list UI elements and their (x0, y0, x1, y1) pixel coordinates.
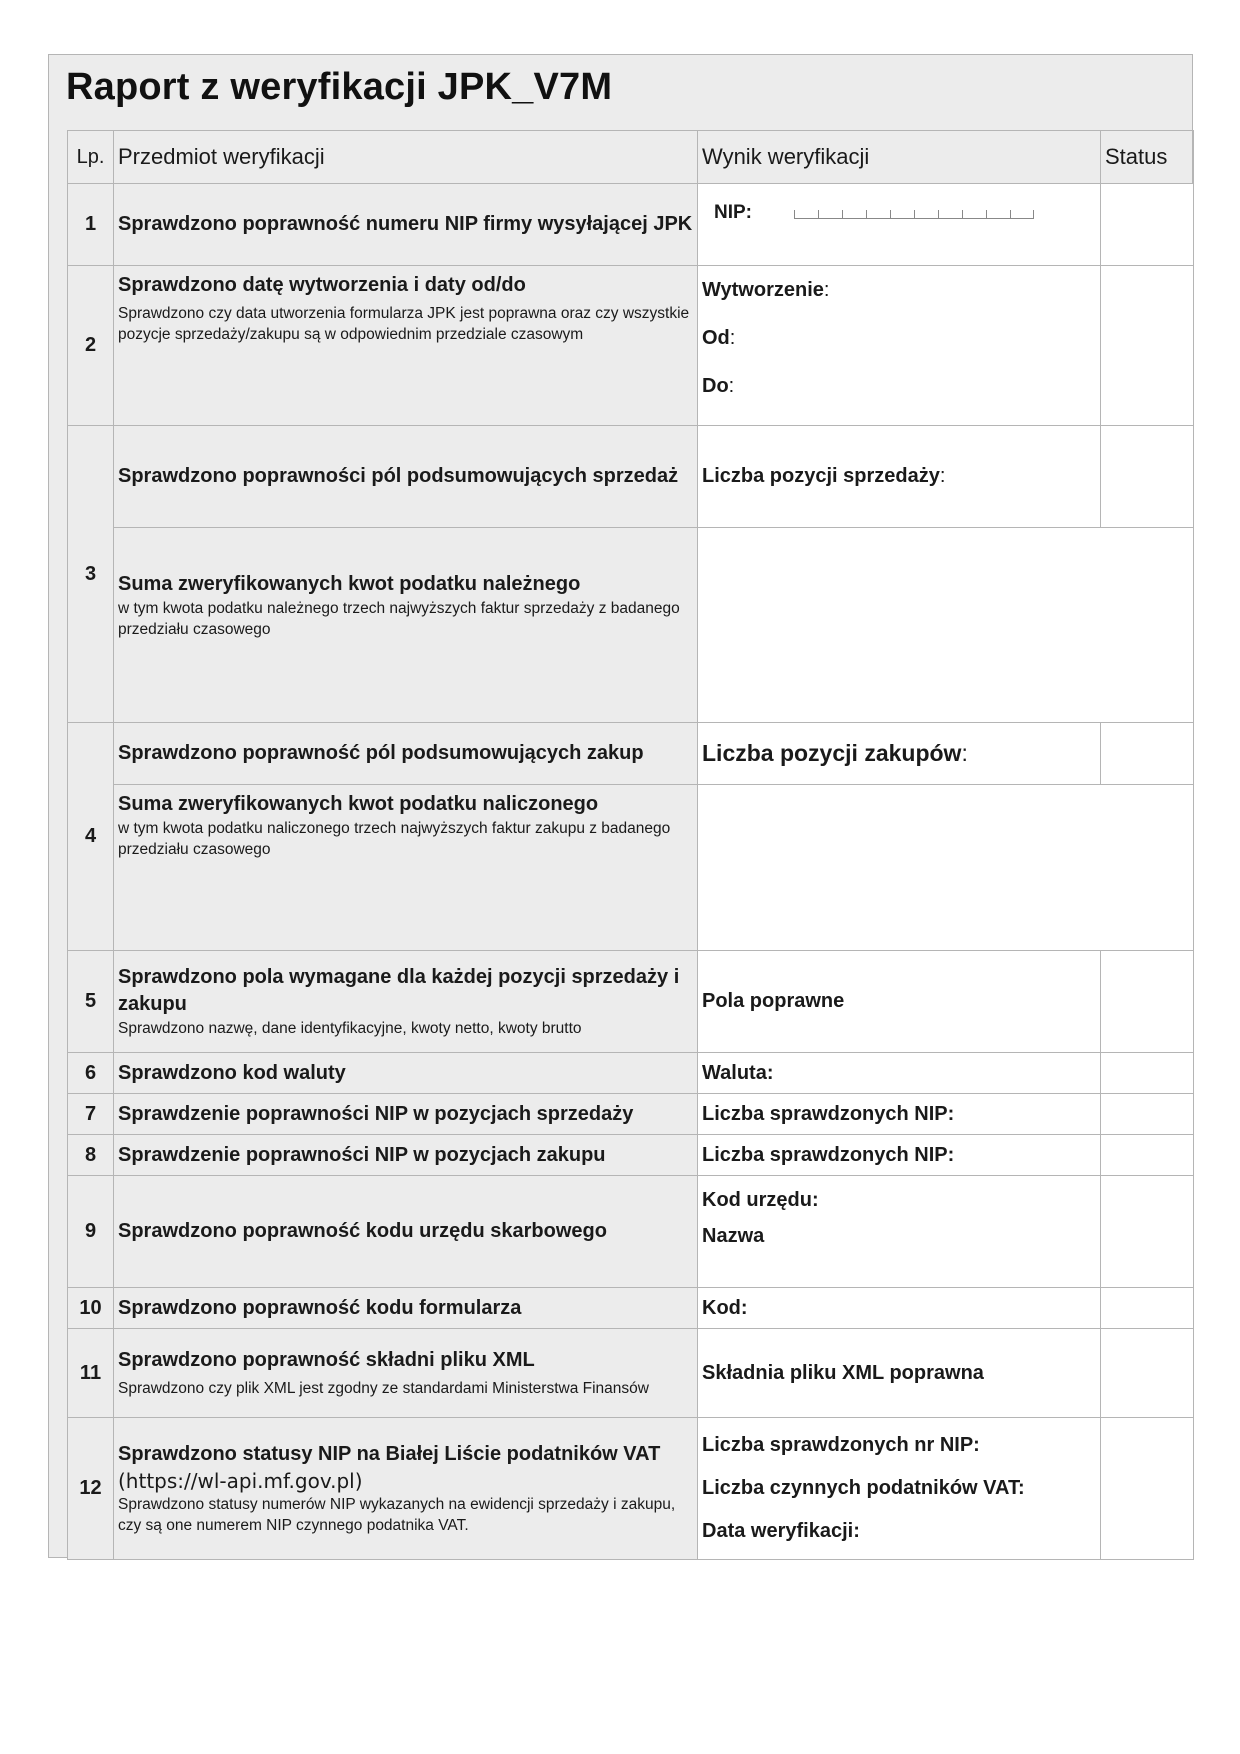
row-title: Sprawdzono poprawność numeru NIP firmy wysyłającej JPK (118, 213, 693, 235)
nip-label: NIP: (714, 202, 752, 223)
row-description: w tym kwota podatku naliczonego trzech najwyższych faktur zakupu z badanego przedziału czasowego (118, 820, 671, 858)
table-row (68, 426, 1194, 528)
table-row (68, 184, 1194, 266)
row-result: Pola poprawne (702, 990, 845, 1012)
table-row (68, 266, 1194, 426)
row-number: 12 (68, 1418, 114, 1560)
table-row (68, 1418, 1194, 1560)
table-row (68, 951, 1194, 1053)
status-cell (1101, 723, 1194, 785)
table-row (68, 1288, 1194, 1329)
table-row (68, 723, 1194, 785)
row-title: Sprawdzono poprawność kodu urzędu skarbowego (118, 1220, 607, 1242)
row-title: Sprawdzono poprawność składni pliku XML (118, 1349, 535, 1371)
purchase-count-field: Liczba pozycji zakupów: (698, 723, 1101, 785)
row-description: w tym kwota podatku należnego trzech najwyższych faktur sprzedaży z badanego przedziału czasowego (118, 599, 680, 638)
active-vat-count: Liczba czynnych podatników VAT: (702, 1477, 1025, 1499)
row-title: Sprawdzono kod waluty (118, 1061, 346, 1084)
nip-digit-boxes[interactable] (794, 210, 1034, 219)
status-cell (1101, 426, 1194, 528)
row-number: 4 (68, 723, 114, 951)
row-number: 7 (68, 1094, 114, 1135)
row-number: 2 (68, 266, 114, 426)
row-title: Sprawdzono pola wymagane dla każdej pozycji sprzedaży i zakupu (118, 966, 680, 1015)
page-title: Raport z weryfikacji JPK_V7M (66, 66, 613, 108)
status-cell (1101, 266, 1194, 426)
row-result: Kod: (702, 1296, 748, 1319)
table-row (68, 1329, 1194, 1418)
verification-date: Data weryfikacji: (702, 1520, 860, 1542)
status-cell (1101, 1053, 1194, 1094)
row-subtitle: Suma zweryfikowanych kwot podatku naliczonego (118, 793, 599, 815)
whitelist-url: (https://wl-api.mf.gov.pl) (118, 1469, 363, 1493)
row-number: 11 (68, 1329, 114, 1418)
row-title: Sprawdzono statusy NIP na Białej Liście podatników VAT (118, 1443, 661, 1465)
table-row (68, 1094, 1194, 1135)
header-subject: Przedmiot weryfikacji (114, 131, 698, 184)
status-cell (1101, 1176, 1194, 1288)
row-description: Sprawdzono statusy numerów NIP wykazanych na ewidencji sprzedaży i zakupu, czy są one numerem NIP czynnego podatnika VAT. (118, 1496, 676, 1534)
status-cell (1101, 184, 1194, 266)
row-number: 8 (68, 1135, 114, 1176)
header-result: Wynik weryfikacji (698, 131, 1101, 184)
output-tax-sum-cell (698, 528, 1194, 723)
nip-result-cell[interactable] (698, 184, 1101, 266)
date-to-field: Do: (702, 375, 735, 397)
office-code-field: Kod urzędu: (702, 1189, 819, 1211)
status-cell (1101, 1329, 1194, 1418)
sales-count-field: Liczba pozycji sprzedaży: (698, 426, 1101, 528)
date-from-field: Od: (702, 327, 736, 349)
status-cell (1101, 1288, 1194, 1329)
row-number: 3 (68, 426, 114, 723)
header-status: Status (1101, 131, 1194, 184)
row-description: Sprawdzono czy plik XML jest zgodny ze standardami Ministerstwa Finansów (118, 1380, 649, 1397)
checked-nip-count: Liczba sprawdzonych nr NIP: (702, 1434, 980, 1456)
table-row (68, 1176, 1194, 1288)
creation-date-field: Wytworzenie: (702, 279, 830, 301)
row-number: 6 (68, 1053, 114, 1094)
row-title: Sprawdzono poprawność pól podsumowujących zakup (118, 742, 644, 764)
table-row (68, 528, 1194, 723)
row-title: Sprawdzono poprawność kodu formularza (118, 1296, 522, 1319)
row-title: Sprawdzono poprawności pól podsumowujących sprzedaż (118, 465, 679, 487)
verification-table (67, 130, 1194, 1560)
status-cell (1101, 1094, 1194, 1135)
header-lp: Lp. (68, 131, 114, 184)
row-description: Sprawdzono czy data utworzenia formularza JPK jest poprawna oraz czy wszystkie pozycje sprzedaży/zakupu są w odpowiednim przedziale czasowym (118, 305, 690, 343)
input-tax-sum-cell (698, 785, 1194, 951)
row-number: 9 (68, 1176, 114, 1288)
table-row (68, 785, 1194, 951)
office-name-field: Nazwa (702, 1225, 765, 1247)
status-cell (1101, 1135, 1194, 1176)
row-number: 5 (68, 951, 114, 1053)
row-result: Liczba sprawdzonych NIP: (702, 1102, 955, 1125)
table-header-row (68, 131, 1194, 184)
row-title: Sprawdzono datę wytworzenia i daty od/do (118, 274, 526, 296)
row-number: 10 (68, 1288, 114, 1329)
row-title: Sprawdzenie poprawności NIP w pozycjach zakupu (118, 1143, 606, 1166)
row-subtitle: Suma zweryfikowanych kwot podatku należnego (118, 572, 581, 595)
row-result: Liczba sprawdzonych NIP: (702, 1143, 955, 1166)
table-row (68, 1053, 1194, 1094)
status-cell (1101, 951, 1194, 1053)
status-cell (1101, 1418, 1194, 1560)
row-number: 1 (68, 184, 114, 266)
row-result: Waluta: (702, 1061, 774, 1084)
table-row (68, 1135, 1194, 1176)
row-title: Sprawdzenie poprawności NIP w pozycjach sprzedaży (118, 1102, 634, 1125)
row-result: Składnia pliku XML poprawna (702, 1361, 984, 1384)
row-description: Sprawdzono nazwę, dane identyfikacyjne, kwoty netto, kwoty brutto (118, 1020, 582, 1037)
